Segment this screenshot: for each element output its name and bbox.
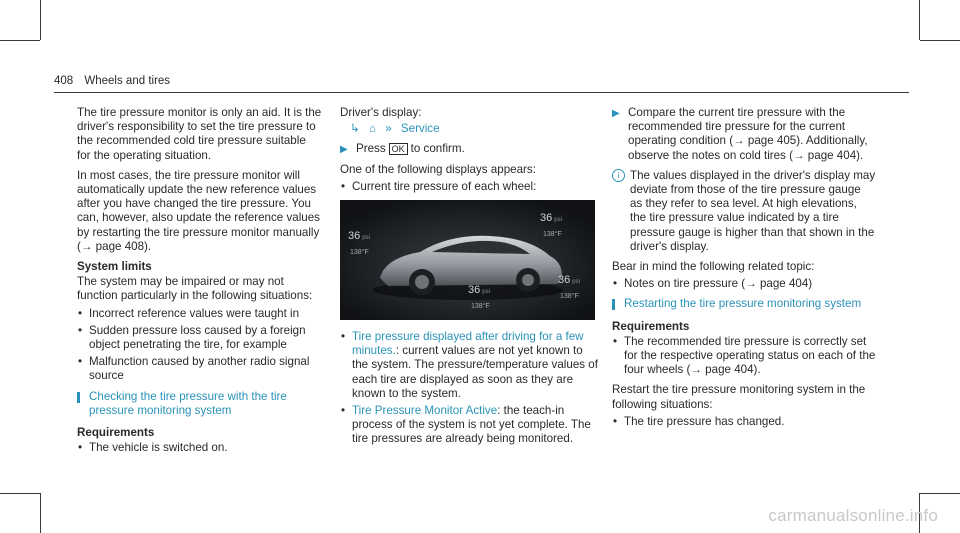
crop-mark xyxy=(920,493,960,494)
display-message-link: Tire pressure displayed after driving for a few minutes. xyxy=(352,330,584,358)
info-icon: i xyxy=(612,169,625,182)
crop-mark xyxy=(920,40,960,41)
page-title: Wheels and tires xyxy=(84,75,171,87)
following-displays: One of the following displays appears: xyxy=(340,162,536,176)
service-menu-label: Service xyxy=(400,122,440,136)
step-triangle-icon: ▶ xyxy=(612,108,620,119)
crop-mark xyxy=(40,493,41,533)
watermark: carmanualsonline.info xyxy=(768,505,938,525)
crop-mark xyxy=(919,0,920,40)
intro-paragraph: The tire pressure monitor is only an aid. It is the driver's responsibility to set the tire pressure to the recommended cold tire pressure suitable for the operating situation. xyxy=(77,106,322,162)
list-item: • Incorrect reference values were taught in xyxy=(77,307,322,321)
system-limits-intro: The system may be impaired or may not function particularly in the following situations: xyxy=(77,275,313,303)
section-heading-checking xyxy=(77,390,322,418)
display-message-link: Tire Pressure Monitor Active xyxy=(352,404,498,418)
tire-pressure-display-image xyxy=(340,200,595,320)
list-item: • Sudden pressure loss caused by a foreign object penetrating the tire, for example xyxy=(77,324,322,352)
crop-mark xyxy=(0,40,40,41)
requirements-heading: Requirements xyxy=(612,319,690,333)
list-item: • Current tire pressure of each wheel: xyxy=(340,180,598,194)
column-middle xyxy=(340,106,598,450)
tire-temp-front-right: 138°F xyxy=(471,303,490,311)
column-left xyxy=(77,106,322,458)
update-paragraph: In most cases, the tire pressure monitor will automatically update the new reference values after you have changed the tire pressure. You can, however, also update the reference values by restarting the tire pressure monitor manually (→ page 408). xyxy=(77,168,320,253)
page-number: 408 xyxy=(54,75,74,87)
requirements-heading: Requirements xyxy=(77,426,155,440)
tire-temp-front-left: 138°F xyxy=(350,249,369,257)
column-right xyxy=(612,106,876,432)
home-icon: ⌂ xyxy=(368,122,376,136)
crop-mark xyxy=(40,0,41,40)
list-item: • Tire pressure displayed after driving for a few minutes.: current values are not yet known to the system. The pressure/temperature values of each tire are displayed as soon as they are known to the system. xyxy=(340,330,598,401)
tire-pressure-front-left: 36 psi xyxy=(348,230,370,243)
related-topic-intro: Bear in mind the following related topic: xyxy=(612,260,815,274)
tire-pressure-front-right: 36 psi xyxy=(468,284,490,297)
tire-pressure-rear-right: 36 psi xyxy=(558,274,580,287)
tire-pressure-rear-left: 36 psi xyxy=(540,212,562,225)
section-bar-icon xyxy=(77,392,80,403)
header-rule xyxy=(54,92,909,93)
compare-step: ▶ Compare the current tire pressure with the recommended tire pressure for the current operating condition (→ page 405). Additionally, observe the notes on cold tires (→ page 404). xyxy=(612,106,868,162)
list-item: • Notes on tire pressure (→ page 404) xyxy=(612,277,876,291)
press-ok-step: ▶ Press OK to confirm. xyxy=(340,142,598,156)
list-item: • The recommended tire pressure is correctly set for the respective operating status on each of the four wheels (→ page 404). xyxy=(612,335,876,378)
info-note: i The values displayed in the driver's display may deviate from those of the tire pressure gauge as they refer to sea level. At high elevations, the tire pressure value indicated by a tire pressure gauge is higher than that shown in the driver's display. xyxy=(612,169,876,254)
return-arrow-icon: ↳ xyxy=(350,122,360,136)
list-item: • The tire pressure has changed. xyxy=(612,415,876,429)
step-triangle-icon: ▶ xyxy=(340,144,348,156)
chevron-icon: » xyxy=(385,122,392,136)
section-heading-text: Checking the tire pressure with the tire pressure monitoring system xyxy=(89,389,287,417)
ok-key-icon: OK xyxy=(389,143,408,155)
list-item: • Malfunction caused by another radio signal source xyxy=(77,355,322,383)
crop-mark xyxy=(0,493,40,494)
section-bar-icon xyxy=(612,299,615,310)
section-heading-text: Restarting the tire pressure monitoring system xyxy=(624,297,862,311)
page-header xyxy=(54,74,170,88)
system-limits-heading: System limits xyxy=(77,260,152,274)
tire-temp-rear-left: 138°F xyxy=(543,231,562,239)
list-item: • The vehicle is switched on. xyxy=(77,441,322,455)
display-path xyxy=(340,122,598,136)
restart-intro: Restart the tire pressure monitoring system in the following situations: xyxy=(612,383,866,411)
section-heading-restarting xyxy=(612,297,876,311)
display-label: Driver's display: xyxy=(340,106,422,119)
tire-temp-rear-right: 138°F xyxy=(560,293,579,301)
list-item: • Tire Pressure Monitor Active: the teach-in process of the system is not yet complete. The tire pressures are already being monitored. xyxy=(340,404,598,447)
